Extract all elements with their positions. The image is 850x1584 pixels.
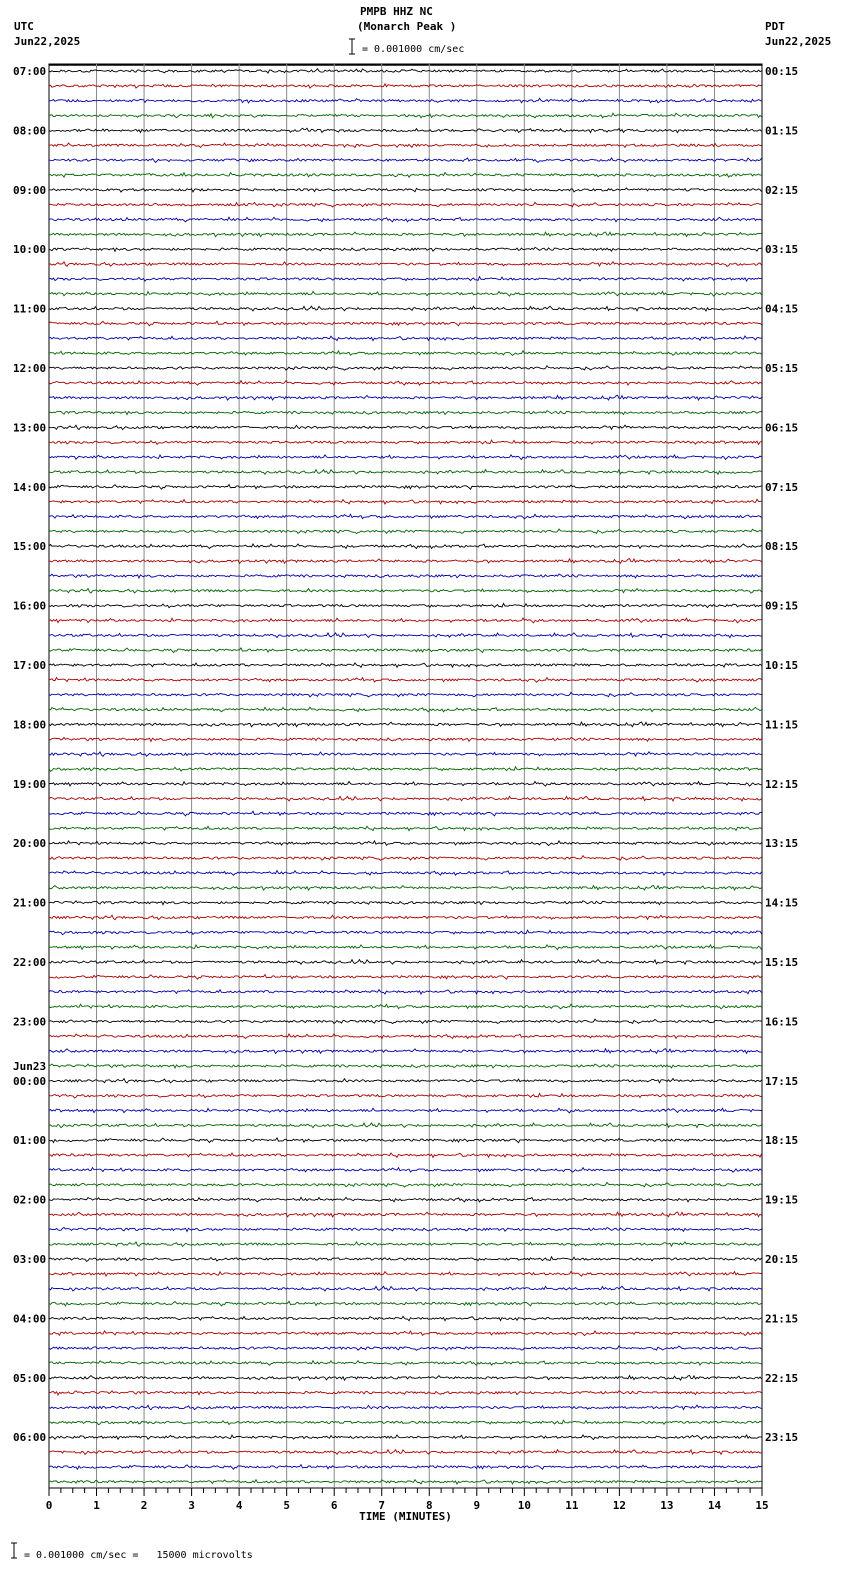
seismic-trace: [49, 915, 762, 920]
seismic-trace: [49, 247, 762, 251]
seismic-trace: [49, 826, 762, 830]
right-date: Jun22,2025: [765, 35, 832, 48]
seismic-trace: [49, 485, 762, 490]
x-tick-label: 6: [330, 1499, 338, 1512]
seismic-trace: [49, 1108, 762, 1113]
pdt-hour-label: 06:15: [765, 421, 799, 435]
pdt-hour-label: 22:15: [765, 1371, 799, 1385]
seismic-trace: [49, 366, 762, 371]
utc-hour-label: 15:00: [13, 540, 47, 554]
pdt-hour-label: 08:15: [765, 540, 799, 554]
seismic-trace: [49, 1301, 762, 1306]
pdt-hour-label: 23:15: [765, 1431, 799, 1445]
seismic-trace: [49, 945, 762, 950]
seismic-trace: [49, 143, 762, 148]
seismic-trace: [49, 321, 762, 326]
utc-hour-label: 19:00: [13, 777, 47, 791]
seismic-trace: [49, 885, 762, 890]
pdt-hour-label: 02:15: [765, 183, 799, 197]
seismic-trace: [49, 737, 762, 741]
seismic-trace: [49, 574, 762, 578]
utc-hour-label: 16:00: [13, 599, 47, 613]
seismic-trace: [49, 202, 762, 207]
pdt-hour-label: 20:15: [765, 1253, 799, 1266]
header-scale-text: = 0.001000 cm/sec: [362, 44, 465, 55]
seismic-trace: [49, 217, 762, 222]
seismic-trace: [49, 173, 762, 178]
seismic-trace: [49, 1346, 762, 1351]
seismic-trace: [49, 306, 762, 311]
seismic-trace: [49, 470, 762, 475]
pdt-hour-label: 19:15: [765, 1193, 799, 1207]
left-date: Jun22,2025: [14, 35, 81, 48]
seismic-trace: [49, 1257, 762, 1262]
pdt-hour-label: 03:15: [765, 243, 799, 257]
seismic-trace: [49, 232, 762, 237]
seismic-trace: [49, 1450, 762, 1455]
seismic-trace: [49, 411, 762, 415]
x-tick-label: 9: [473, 1499, 481, 1512]
seismic-trace: [49, 1228, 762, 1232]
seismic-trace: [49, 1197, 762, 1202]
seismic-trace: [49, 975, 762, 980]
pdt-hour-label: 21:15: [765, 1312, 799, 1326]
seismic-trace: [49, 499, 762, 504]
seismic-trace: [49, 1272, 762, 1277]
pdt-hour-label: 10:15: [765, 659, 799, 672]
seismic-trace: [49, 277, 762, 281]
utc-hour-label: 11:00: [13, 302, 47, 316]
x-tick-label: 13: [660, 1499, 674, 1512]
seismic-trace: [49, 1391, 762, 1395]
x-tick-label: 8: [425, 1499, 433, 1512]
pdt-hour-label: 04:15: [765, 302, 799, 316]
seismic-trace: [49, 1405, 762, 1410]
footer-scale-bar-icon: [9, 1542, 19, 1560]
utc-hour-label: 21:00: [13, 896, 47, 910]
seismic-trace: [49, 1420, 762, 1425]
seismic-trace: [49, 559, 762, 564]
right-timezone: PDT: [765, 20, 785, 33]
x-tick-label: 12: [612, 1499, 627, 1512]
x-tick-label: 11: [565, 1499, 579, 1512]
seismic-trace: [49, 188, 762, 192]
seismic-trace: [49, 930, 762, 935]
utc-hour-label: 10:00: [13, 243, 47, 257]
pdt-hour-label: 07:15: [765, 480, 799, 494]
seismic-trace: [49, 856, 762, 861]
seismic-trace: [49, 1361, 762, 1366]
seismic-trace: [49, 1168, 762, 1173]
pdt-hour-label: 14:15: [765, 896, 799, 910]
utc-hour-label: 02:00: [13, 1193, 47, 1207]
seismic-trace: [49, 440, 762, 444]
seismic-trace: [49, 351, 762, 356]
utc-hour-label: 18:00: [13, 718, 47, 732]
seismic-trace: [49, 1331, 762, 1336]
seismic-trace: [49, 1004, 762, 1009]
seismic-trace: [49, 692, 762, 697]
seismic-trace: [49, 128, 762, 132]
seismic-trace: [49, 1286, 762, 1291]
seismic-trace: [49, 1375, 762, 1380]
pdt-hour-label: 17:15: [765, 1074, 799, 1088]
seismic-trace: [49, 796, 762, 801]
seismic-trace: [49, 782, 762, 787]
x-tick-label: 3: [188, 1499, 195, 1512]
seismic-trace: [49, 603, 762, 607]
seismic-trace: [49, 455, 762, 460]
seismic-trace: [49, 811, 762, 816]
seismic-trace: [49, 381, 762, 386]
pdt-hour-label: 16:15: [765, 1015, 799, 1029]
seismic-trace: [49, 1316, 762, 1320]
seismic-trace: [49, 663, 762, 667]
utc-hour-label: 00:00: [13, 1074, 47, 1088]
x-axis-label: TIME (MINUTES): [359, 1510, 452, 1523]
seismic-trace: [49, 113, 762, 118]
seismic-trace: [49, 1034, 762, 1039]
seismic-trace: [49, 589, 762, 594]
utc-hour-label: 20:00: [13, 837, 47, 851]
seismic-trace: [49, 1123, 762, 1128]
x-tick-label: 14: [707, 1499, 722, 1512]
x-tick-label: 5: [283, 1499, 290, 1512]
station-location: (Monarch Peak ): [357, 20, 457, 33]
utc-hour-label: 07:00: [13, 65, 47, 78]
utc-hour-label: 06:00: [13, 1431, 47, 1445]
utc-hour-label: 22:00: [13, 956, 47, 969]
seismic-trace: [49, 901, 762, 905]
seismic-trace: [49, 633, 762, 638]
seismic-trace: [49, 1480, 762, 1484]
x-tick-label: 2: [140, 1499, 148, 1512]
utc-hour-label: 04:00: [13, 1312, 47, 1326]
seismic-trace: [49, 678, 762, 683]
utc-hour-label: 05:00: [13, 1371, 47, 1385]
seismic-trace: [49, 1094, 762, 1099]
seismic-trace: [49, 752, 762, 757]
x-tick-label: 10: [517, 1499, 531, 1512]
seismic-trace: [49, 648, 762, 653]
seismic-trace: [49, 158, 762, 162]
seismic-trace: [49, 990, 762, 994]
utc-hour-label: 23:00: [13, 1015, 47, 1029]
seismic-trace: [49, 1079, 762, 1084]
utc-hour-label: 12:00: [13, 362, 47, 375]
seismic-trace: [49, 707, 762, 712]
station-title: PMPB HHZ NC: [360, 5, 433, 18]
pdt-hour-label: 09:15: [765, 599, 799, 613]
seismic-trace: [49, 98, 762, 103]
seismic-trace: [49, 722, 762, 727]
utc-hour-label: 03:00: [13, 1253, 47, 1266]
seismic-trace: [49, 84, 762, 88]
left-timezone: UTC: [14, 20, 34, 33]
x-tick-label: 15: [755, 1499, 769, 1512]
utc-hour-label: 14:00: [13, 480, 47, 494]
seismic-trace: [49, 1019, 762, 1024]
utc-hour-label: 08:00: [13, 124, 47, 138]
footer-scale-text: = 0.001000 cm/sec = 15000 microvolts: [24, 1550, 253, 1561]
seismic-trace: [49, 841, 762, 846]
seismic-trace: [49, 291, 762, 296]
seismic-trace: [49, 960, 762, 965]
utc-hour-label: 17:00: [13, 659, 47, 672]
seismic-trace: [49, 871, 762, 876]
seismic-trace: [49, 1182, 762, 1187]
seismic-trace: [49, 336, 762, 341]
seismic-trace: [49, 618, 762, 623]
x-tick-label: 0: [45, 1499, 53, 1512]
pdt-hour-label: 18:15: [765, 1134, 799, 1148]
seismic-trace: [49, 1153, 762, 1157]
seismic-trace: [49, 1242, 762, 1247]
seismic-trace: [49, 1465, 762, 1470]
seismic-trace: [49, 1435, 762, 1440]
seismic-trace: [49, 1064, 762, 1068]
seismic-trace: [49, 544, 762, 549]
x-tick-label: 7: [378, 1499, 386, 1512]
pdt-hour-label: 13:15: [765, 837, 799, 851]
seismic-trace: [49, 1138, 762, 1143]
seismic-trace: [49, 1049, 762, 1054]
pdt-hour-label: 01:15: [765, 124, 799, 138]
pdt-hour-label: 15:15: [765, 956, 799, 969]
pdt-hour-label: 12:15: [765, 777, 799, 791]
seismic-trace: [49, 529, 762, 534]
pdt-hour-label: 00:15: [765, 65, 799, 78]
utc-hour-label: 09:00: [13, 183, 47, 197]
seismic-trace: [49, 395, 762, 400]
utc-hour-label: 13:00: [13, 421, 47, 435]
pdt-hour-label: 11:15: [765, 718, 799, 732]
seismic-trace: [49, 69, 762, 73]
seismic-trace: [49, 1212, 762, 1217]
x-tick-label: 1: [93, 1499, 100, 1512]
seismic-trace: [49, 767, 762, 772]
seismic-trace: [49, 425, 762, 430]
pdt-hour-label: 05:15: [765, 362, 799, 375]
seismic-trace: [49, 262, 762, 267]
x-tick-label: 4: [235, 1499, 243, 1512]
seismic-trace: [49, 514, 762, 519]
date-change-label: Jun23: [13, 1059, 47, 1073]
utc-hour-label: 01:00: [13, 1134, 47, 1148]
